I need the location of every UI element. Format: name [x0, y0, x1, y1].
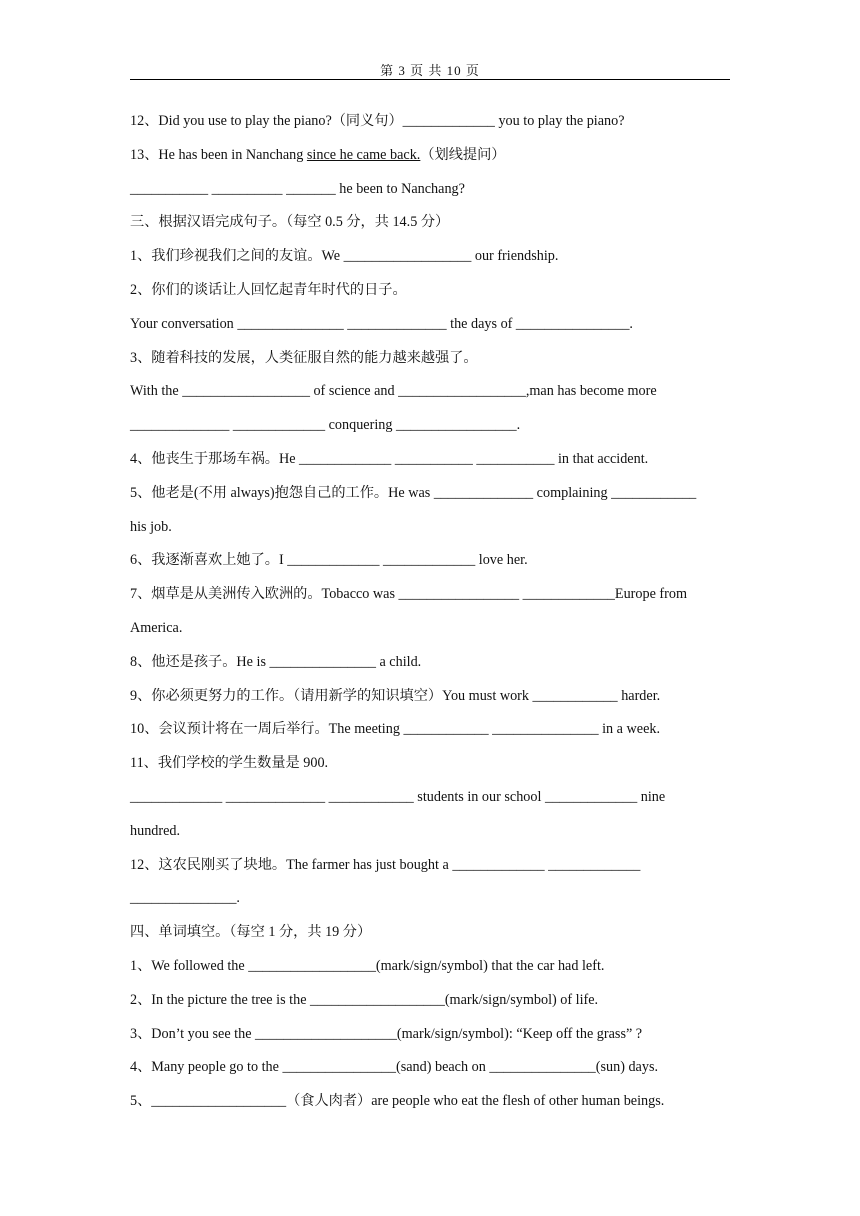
answer-line: hundred.	[130, 822, 181, 839]
question-line: 7、烟草是从美洲传入欧洲的。Tobacco was _________________ _____________Europe from	[130, 586, 687, 603]
question-line: 1、我们珍视我们之间的友谊。We __________________ our friendship.	[130, 248, 559, 265]
question-line: 2、你们的谈话让人回忆起青年时代的日子。	[130, 281, 407, 298]
question-line: 10、会议预计将在一周后举行。The meeting ____________ _______________ in a week.	[130, 721, 661, 738]
answer-line: ______________ _____________ conquering _________________.	[130, 417, 521, 434]
question-line: 4、他丧生于那场车祸。He _____________ ___________ ___________ in that accident.	[130, 450, 649, 467]
page-header: 第 3 页 共 10 页	[380, 63, 480, 78]
document-body	[130, 105, 730, 1119]
answer-line: Your conversation _______________ ______________ the days of ________________.	[130, 315, 633, 332]
question-line: 5、他老是(不用 always)抱怨自己的工作。He was ______________ complaining ____________	[130, 484, 697, 501]
question-line: 9、你必须更努力的工作。（请用新学的知识填空）You must work ____________ harder.	[130, 687, 661, 704]
question-line: 12、Did you use to play the piano?（同义句）_____________ you to play the piano?	[130, 113, 625, 129]
question-line: 8、他还是孩子。He is _______________ a child.	[130, 653, 422, 670]
answer-line: ___________ __________ _______ he been to Nanchang?	[130, 180, 465, 197]
answer-line: With the __________________ of science and __________________,man has become more	[130, 383, 657, 400]
question-line: 6、我逐渐喜欢上她了。I _____________ _____________ love her.	[130, 552, 528, 569]
section-heading: 三、根据汉语完成句子。（每空 0.5 分，共 14.5 分）	[130, 214, 450, 231]
question-line: 11、我们学校的学生数量是 900.	[130, 755, 329, 772]
section-heading: 四、单词填空。（每空 1 分，共 19 分）	[130, 924, 372, 941]
question-line: 4、Many people go to the ________________(sand) beach on _______________(sun) days.	[130, 1059, 659, 1076]
answer-line: _______________.	[130, 890, 240, 907]
answer-line: his job.	[130, 518, 172, 535]
question-line: 12、这农民刚买了块地。The farmer has just bought a _____________ _____________	[130, 856, 641, 873]
question-line: 3、随着科技的发展，人类征服自然的能力越来越强了。	[130, 349, 478, 366]
header-rule	[130, 79, 730, 80]
question-line: 2、In the picture the tree is the ___________________(mark/sign/symbol) of life.	[130, 991, 599, 1008]
answer-line: _____________ ______________ ____________ students in our school _____________ nine	[130, 788, 666, 805]
underlined-phrase: since he came back.	[306, 146, 421, 163]
question-line: 5、___________________（食人肉者）are people who eat the flesh of other human beings.	[130, 1093, 665, 1110]
question-line: 3、Don’t you see the ____________________(mark/sign/symbol): “Keep off the grass” ?	[130, 1025, 643, 1042]
answer-line: America.	[130, 619, 183, 636]
question-line: 13、He has been in Nanchang since he came back.（划线提问）	[130, 146, 506, 163]
question-line: 1、We followed the __________________(mark/sign/symbol) that the car had left.	[130, 957, 605, 974]
